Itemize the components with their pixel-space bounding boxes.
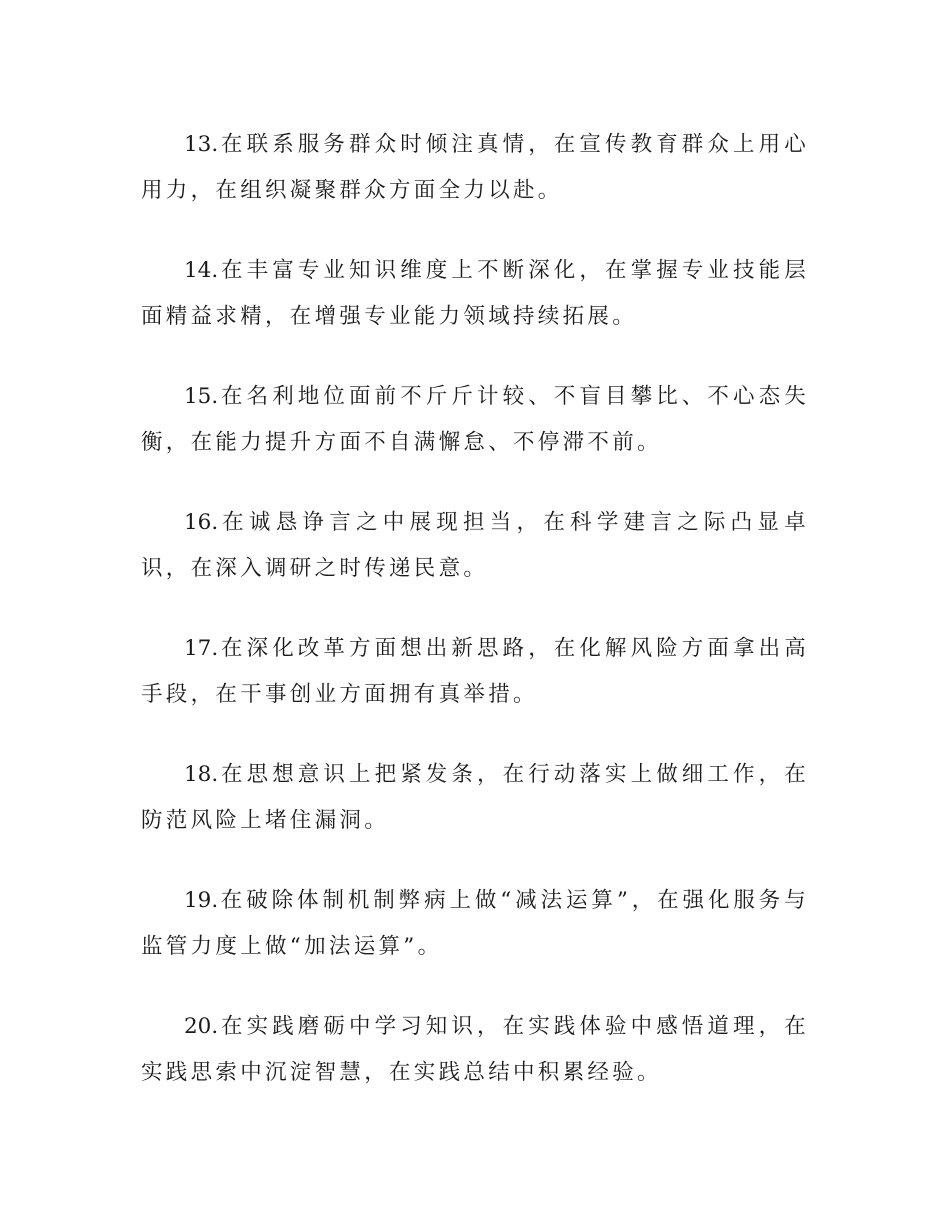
paragraph-text: 在联系服务群众时倾注真情，在宣传教育群众上用心用力，在组织凝聚群众方面全力以赴。 [141,132,809,203]
paragraph-19 [141,878,809,970]
paragraph-text: 在丰富专业知识维度上不断深化，在掌握专业技能层面精益求精，在增强专业能力领域持续拓展。 [141,258,809,329]
paragraph-text: 在诚恳诤言之中展现担当，在科学建言之际凸显卓识，在深入调研之时传递民意。 [141,510,809,581]
paragraph-number: 20. [184,1014,219,1039]
paragraph-text: 在名利地位面前不斤斤计较、不盲目攀比、不心态失衡，在能力提升方面不自满懈怠、不停滞不前。 [141,384,809,455]
document-body [141,122,809,1130]
paragraph-13 [141,122,809,214]
paragraph-number: 13. [184,132,219,157]
paragraph-number: 16. [184,510,219,535]
paragraph-16 [141,500,809,592]
paragraph-15 [141,374,809,466]
paragraph-text: 在思想意识上把紧发条，在行动落实上做细工作，在防范风险上堵住漏洞。 [141,762,809,833]
paragraph-14 [141,248,809,340]
paragraph-text: 在深化改革方面想出新思路，在化解风险方面拿出高手段，在干事创业方面拥有真举措。 [141,636,809,707]
paragraph-number: 19. [184,888,219,913]
paragraph-number: 15. [184,384,219,409]
paragraph-18 [141,752,809,844]
paragraph-20 [141,1004,809,1096]
paragraph-17 [141,626,809,718]
paragraph-number: 18. [184,762,219,787]
paragraph-number: 14. [184,258,219,283]
paragraph-text: 在破除体制机制弊病上做“减法运算”，在强化服务与监管力度上做“加法运算”。 [141,888,809,959]
paragraph-text: 在实践磨砺中学习知识，在实践体验中感悟道理，在实践思索中沉淀智慧，在实践总结中积累经验。 [141,1014,809,1085]
paragraph-number: 17. [184,636,219,661]
